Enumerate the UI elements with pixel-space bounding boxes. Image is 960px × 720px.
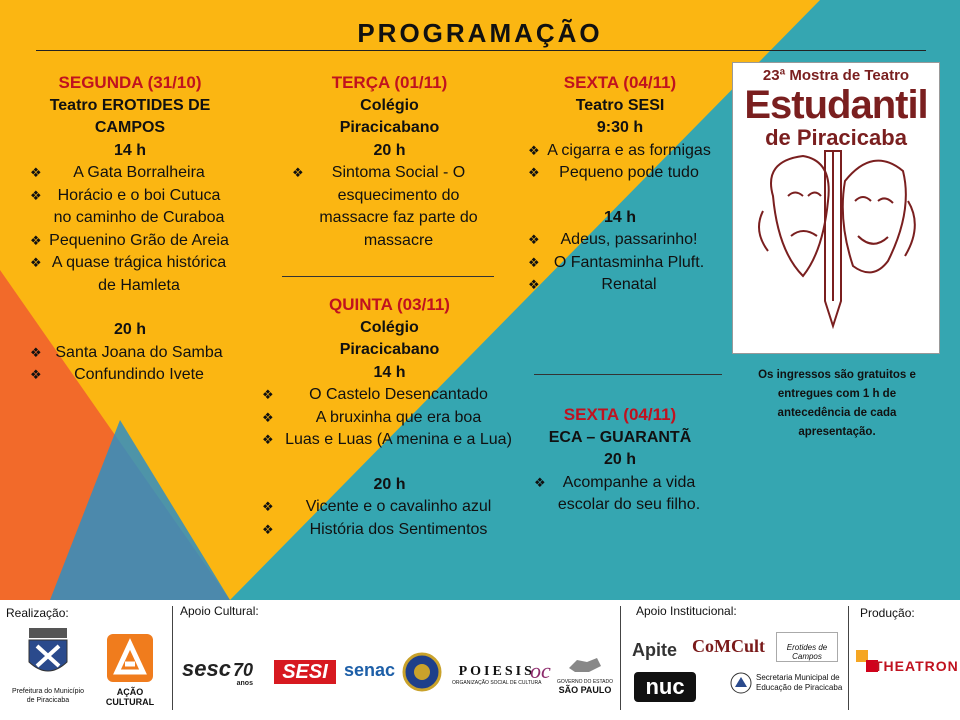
diamond-bullet-icon: ❖: [528, 142, 540, 158]
play-title: História dos Sentimentos: [309, 520, 488, 538]
session-time: 14 h: [113, 141, 146, 159]
poster-edition: 23ª Mostra de Teatro: [762, 67, 910, 84]
play-list: [30, 162, 230, 297]
secretaria-emblem-icon: [730, 672, 752, 694]
play-list: [520, 229, 720, 297]
day-heading: QUINTA (03/11): [329, 295, 450, 314]
play-title: Adeus, passarinho!: [560, 231, 698, 248]
sao-paulo-logo: GOVERNO DO ESTADO SÃO PAULO: [556, 656, 614, 695]
play-title: Pequeno pode tudo: [559, 164, 699, 181]
list-item: [262, 384, 517, 407]
play-list: [262, 496, 517, 541]
divider: [282, 276, 494, 277]
session-time: 20 h: [373, 475, 406, 493]
footer-divider: [848, 606, 849, 710]
apite-logo: Apite: [632, 640, 677, 660]
list-item: [528, 140, 712, 163]
diamond-bullet-icon: ❖: [262, 432, 274, 447]
diamond-bullet-icon: ❖: [262, 521, 274, 537]
play-title: Luas e Luas (A menina e a Lua): [285, 431, 512, 448]
list-item: [528, 252, 712, 275]
divider: [534, 374, 722, 375]
festival-poster: [732, 62, 940, 354]
diamond-bullet-icon: ❖: [262, 409, 274, 425]
erotides-logo: Erotides de Campos: [776, 632, 838, 662]
prefeitura-text: Prefeitura do Município de Piracicaba: [12, 688, 84, 704]
list-item: [292, 162, 487, 252]
play-title: A bruxinha que era boa: [315, 408, 482, 426]
play-title: O Castelo Desencantado: [309, 386, 488, 403]
diamond-bullet-icon: ❖: [30, 232, 42, 248]
schedule-thursday: [262, 294, 517, 541]
senac-logo: senac: [344, 660, 396, 680]
diamond-bullet-icon: ❖: [262, 387, 274, 402]
poster-city: de Piracicaba: [765, 125, 907, 150]
list-item: [30, 185, 230, 230]
ticket-note: Os ingressos são gratuitos e entregues com 1 h de antecedência de cada apresentação.: [758, 369, 916, 438]
play-title: Sintoma Social - O esquecimento do massacre faz parte do massacre: [319, 164, 478, 249]
day-heading: SEXTA (04/11): [563, 73, 677, 92]
footer-apoio-cultural-label: Apoio Cultural:: [180, 604, 259, 618]
diamond-bullet-icon: ❖: [528, 232, 540, 247]
schedule-monday: [30, 72, 230, 387]
play-title: O Fantasminha Pluft.: [553, 253, 705, 271]
diamond-bullet-icon: ❖: [528, 254, 540, 270]
list-item: [30, 252, 230, 297]
session-time: 14 h: [373, 363, 406, 381]
day-heading: TERÇA (01/11): [331, 73, 448, 92]
list-item: [262, 496, 517, 519]
coat-of-arms-icon: [23, 624, 73, 682]
play-title: A quase trágica histórica de Hamleta: [51, 254, 227, 294]
session-time: 20 h: [373, 141, 406, 159]
play-title: Vicente e o cavalinho azul: [305, 498, 492, 515]
schedule-friday-sesi: [520, 72, 720, 297]
session-time: 14 h: [603, 208, 636, 226]
diamond-bullet-icon: ❖: [30, 344, 42, 360]
comcult-logo: CoMCult: [692, 636, 765, 656]
play-list: [262, 384, 517, 452]
footer-divider: [172, 606, 173, 710]
diamond-bullet-icon: ❖: [292, 165, 304, 180]
list-item: [262, 429, 517, 452]
play-title: Acompanhe a vida escolar do seu filho.: [557, 473, 701, 513]
play-list: [30, 342, 230, 387]
venue-name: Teatro SESI: [575, 96, 665, 114]
poster-title: Estudantil: [744, 83, 928, 127]
circular-emblem-icon: [402, 652, 442, 692]
diamond-bullet-icon: ❖: [534, 474, 546, 490]
footer-divider: [620, 606, 621, 710]
footer-realizacao-label: Realização:: [6, 606, 69, 620]
nuc-logo: nuc: [634, 672, 696, 702]
venue-name: ECA – GUARANTÃ: [548, 428, 692, 446]
venue-name: Teatro EROTIDES DE CAMPOS: [49, 96, 211, 136]
list-item: [262, 407, 517, 430]
theatron-logo: THEATRON: [856, 650, 952, 688]
emblem-logo: [402, 652, 442, 697]
play-title: A cigarra e as formigas: [547, 141, 711, 159]
title-underline: [36, 50, 926, 51]
acao-cultural-text: AÇÃO CULTURAL: [105, 687, 155, 707]
list-item: [262, 519, 517, 542]
diamond-bullet-icon: ❖: [30, 255, 42, 270]
play-title: Pequenino Grão de Areia: [49, 231, 229, 249]
theater-masks-pencil-icon: [733, 141, 937, 341]
list-item: [30, 364, 230, 387]
page-title: PROGRAMAÇÃO: [357, 18, 603, 48]
play-list: [262, 162, 517, 252]
play-title: Horácio e o boi Cutuca no caminho de Curaboa: [53, 186, 225, 226]
sesc-logo: sesc 70 anos: [182, 656, 253, 687]
footer-producao-label: Produção:: [860, 606, 915, 620]
session-time: 20 h: [603, 451, 636, 468]
day-heading: SEXTA (04/11): [563, 405, 677, 424]
play-list: [520, 140, 720, 185]
sesi-logo: SESI: [274, 660, 336, 684]
session-time: 20 h: [113, 321, 146, 338]
acao-cultural-logo: [92, 634, 168, 707]
day-heading: SEGUNDA (31/10): [58, 73, 202, 92]
footer-apoio-institucional-label: Apoio Institucional:: [636, 604, 737, 618]
venue-name: Colégio Piracicabano: [339, 318, 440, 358]
list-item: [30, 230, 230, 253]
play-list: [520, 472, 720, 517]
diamond-bullet-icon: ❖: [30, 165, 42, 180]
play-title: Confundindo Ivete: [74, 366, 204, 383]
schedule-tuesday-thursday: [262, 72, 517, 252]
list-item: [528, 274, 712, 297]
list-item: [30, 162, 230, 185]
list-item: [528, 229, 712, 252]
diamond-bullet-icon: ❖: [528, 277, 540, 292]
sao-paulo-map-icon: [567, 656, 603, 674]
diamond-bullet-icon: ❖: [30, 367, 42, 382]
diamond-bullet-icon: ❖: [262, 499, 274, 514]
diamond-bullet-icon: ❖: [30, 187, 42, 203]
venue-name: Colégio Piracicabano: [339, 96, 440, 136]
diamond-bullet-icon: ❖: [528, 165, 540, 180]
poiesis-logo: POIESIS ORGANIZAÇÃO SOCIAL DE CULTURA: [452, 664, 542, 686]
acao-cultural-mark-icon: [107, 634, 153, 682]
play-title: Renatal: [601, 276, 657, 293]
session-time: 9:30 h: [596, 119, 644, 136]
list-item: [534, 472, 706, 517]
play-title: A Gata Borralheira: [73, 164, 205, 181]
prefeitura-logo: [10, 624, 86, 705]
secretaria-logo: Secretaria Municipal de Educação de Piracicaba: [730, 672, 848, 694]
list-item: [30, 342, 230, 365]
list-item: [528, 162, 712, 185]
oc-logo: oc: [530, 658, 551, 683]
schedule-friday-eca: [520, 404, 720, 517]
play-title: Santa Joana do Samba: [55, 343, 223, 361]
